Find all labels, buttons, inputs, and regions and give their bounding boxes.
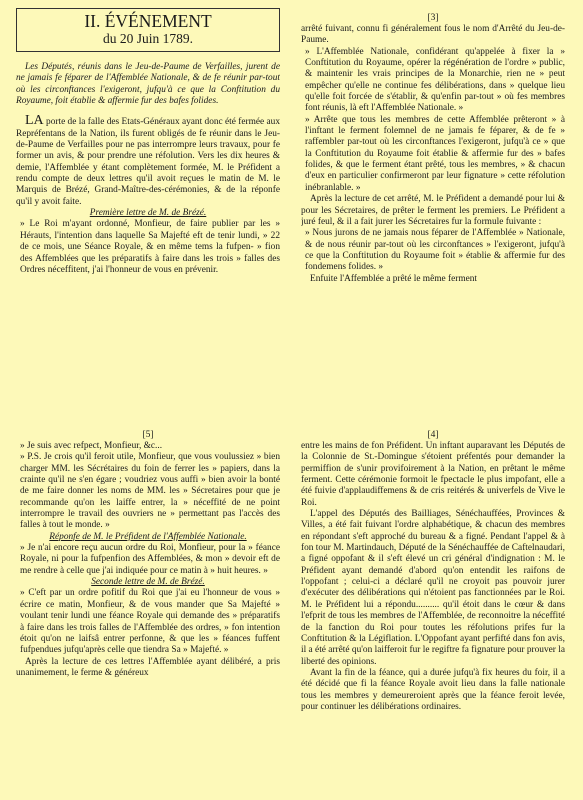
- paragraph: entre les mains de fon Préfident. Un inftant auparavant les Députés de la Colonnie de St.-Domingue s'étoient préfentés pour demander la permiffion de s'unir provifoirement à la Nation, en prêtant le même ferment. Cette cérémonie formoit le fpectacle le plus impofant, elle a été fuivie d'applaudiffemens & de cris reitérés & univerfels de Vive le Roi.: [301, 441, 565, 508]
- page-2-column: [16, 8, 280, 343]
- chapter-title-box: [16, 8, 280, 52]
- paragraph: Avant la fin de la féance, qui a durée jufqu'à fix heures du foir, il a été décidé que fi la féance Royale avoit lieu dans la falle nationale tous les membres y demeureroient après que la féance feroit levée, pour continuer les délibérations ordinaires.: [301, 667, 565, 712]
- page-number: [4]: [427, 430, 439, 440]
- quoted-letter: » Je n'ai encore reçu aucun ordre du Roi, Monfieur, pour la » féance Royale, ni pour la fufpenfion des Affemblées, & mon » devoir eft de me rendre à celle que j'ai indiquée pour ce matin à » huit heures. »: [20, 543, 280, 576]
- paragraph: arrêté fuivant, connu fi généralement fous le nom d'Arrêté du Jeu-de-Paume.: [301, 24, 565, 46]
- chapter-date: du 20 Juin 1789.: [102, 31, 193, 46]
- quoted-decree: » Arrête que tous les membres de cette Affemblée prêteront » à l'inftant le ferment folemnel de ne jamais fe féparer, & de fe » raffembler par-tout où les circonftances l'exigeront, jufqu'à ce » que la Conftitution du Royaume foit établie & affermie fur des » bafes folides, & que le ferment étant prêté, tous les membres, » & chacun d'eux en particulier confirmeront par leur fignature » cette réfolution inébranlable. »: [305, 114, 565, 193]
- drop-cap: LA: [25, 113, 44, 129]
- page-4-column: [301, 429, 565, 794]
- paragraph-text: porte de la falle des Etats-Généraux ayant donc été fermée aux Repréfentans de la Nation, ils furent obligés de fe réunir dans le Jeu-de-Paume de Verfailles pour ne pas interrompre leurs travaux, pour fe former un avis, & pour prendre une réfolution. Vers les dix heures & demie, l'Affemblée y étant complètement formée, M. le Préfident a rendu compte de deux lettres qu'il avoit reçues le matin de M. le Marquis de Brézé, Grand-Maître-des-cérémonies, & de la réponfe qu'il y avoit faite.: [16, 117, 280, 207]
- page-number: [5]: [142, 430, 154, 440]
- quoted-letter: » P.S. Je crois qu'il feroit utile, Monfieur, que vous voulussiez » bien charger MM. les Sécrétaires du foin de ferrer les » papiers, dans la crainte qu'il ne s'en égare ; voudriez vous auffi » bien avoir la bonté de me faire donner les noms de MM. les » Sécretaires pour que je recommande qu'on les laiffe entrer, la » néceffité de ne point interrompre le travail des ouvriers ne » permettant pas l'accès des falles à tout le monde. »: [20, 452, 280, 531]
- page-number: [3]: [427, 13, 439, 23]
- page-5-column: [16, 429, 280, 794]
- chapter-title: II. ÉVÉNEMENT: [84, 11, 212, 31]
- quoted-oath: » Nous jurons de ne jamais nous féparer de l'Affemblée » Nationale, & de nous réunir par-tout où les circonftances » l'exigeront, jufqu'à ce que la Conftitution du Royaume foit » établie & affermie fur des fondemens folides. »: [305, 228, 565, 273]
- quoted-letter: » Je suis avec refpect, Monfieur, &c...: [20, 441, 163, 451]
- quoted-decree: » L'Affemblée Nationale, confidérant qu'appelée à fixer la » Conftitution du Royaume, opérer la régénération de l'ordre » public, & maintenir les vrais principes de la Monarchie, rien ne » peut empêcher qu'elle ne continue fes délibérations, dans » quelque lieu qu'elle foit forcée de s'établir, & qu'enfin par-tout » où fes membres font réunis, là eft l'Affemblée Nationale. »: [305, 46, 565, 114]
- quoted-letter: » Le Roi m'ayant ordonné, Monfieur, de faire publier par les » Hérauts, l'intention dans laquelle Sa Majefté eft de tenir lundi, » 22 de ce mois, une Séance Royale, & en même tems la fufpen- » fion des Affemblées que les préparatifs à faire dans les trois » falles des Ordres néceffitent, j'ai l'honneur de vous en prévenir.: [20, 219, 280, 275]
- letter-heading: Seconde lettre de M. de Brézé.: [91, 577, 205, 588]
- letter-heading: Réponfe de M. le Préfident de l'Affemblée Nationale.: [49, 531, 247, 542]
- paragraph: Après la lecture de ces lettres l'Affemblée ayant délibéré, a pris unanimement, le ferme & généreux: [16, 656, 280, 678]
- paragraph: Après la lecture de cet arrêté, M. le Préfident a demandé pour lui & pour les Sécretaires, de prêter le ferment les premiers. Le Préfident a juré feul, & il a fait jurer les Sécretaires fur la formule fuivante :: [301, 194, 565, 227]
- paragraph: Enfuite l'Affemblée a prêté le même ferment: [310, 273, 478, 284]
- paragraph: L'appel des Députés des Bailliages, Sénéchauffées, Provinces & Villes, a été fait fuivant l'ordre alphabétique, & chacun des membres en répondant s'eft approché du bureau & a figné. Pendant l'appel & à fon tour M. Martindauch, Député de la Sénéchauffée de Caftelnaudari, a figné oppofant & il s'eft élevé un cri général d'indignation : M. le Préfident ayant demandé d'abord qu'on entendit les raifons de l'oppofant ; celui-ci a déclaré qu'il ne croyoit pas pouvoir jurer d'exécuter des délibérations qui n'étoient pas fanctionnées par le Roi. M. le Préfident lui a répondu.......... qu'il étoit dans le cœur & dans l'efprit de tous les membres de l'Affemblée, de reconnoitre la néceffité de la fanction du Roi pour toutes les réfolutions prifes fur la Conftitution & la Légiflation. L'Oppofant ayant perfifté dans fon avis, il a été arrêté qu'on laifferoit fur le regiftre fa fignature pour prouver la liberté des opinions.: [301, 509, 565, 667]
- quoted-letter: » C'eft par un ordre pofitif du Roi que j'ai eu l'honneur de vous » écrire ce matin, Monfieur, & de vous mander que Sa Majefté » voulant tenir lundi une féance Royale qui demande des » préparatifs à faire dans les trois falles de l'Affemblée des ordres, » fon intention étoit qu'on ne laifsâ entrer perfonne, & que les » féances fuffent fufpendues jufqu'après celle que tiendra Sa » Majefté. »: [20, 588, 280, 656]
- page-3-column: [301, 12, 565, 343]
- letter-heading: Première lettre de M. de Brézé.: [89, 208, 207, 219]
- paragraph: [16, 113, 280, 208]
- chapter-summary: Les Députés, réunis dans le Jeu-de-Paume de Verfailles, jurent de ne jamais fe féparer de l'Affemblée Nationale, & de fe réunir par-tout où les circonftances l'exigeront, jufqu'à ce que la Conftitution du Royaume, foit établie & affermie fur des bafes folides.: [16, 62, 280, 107]
